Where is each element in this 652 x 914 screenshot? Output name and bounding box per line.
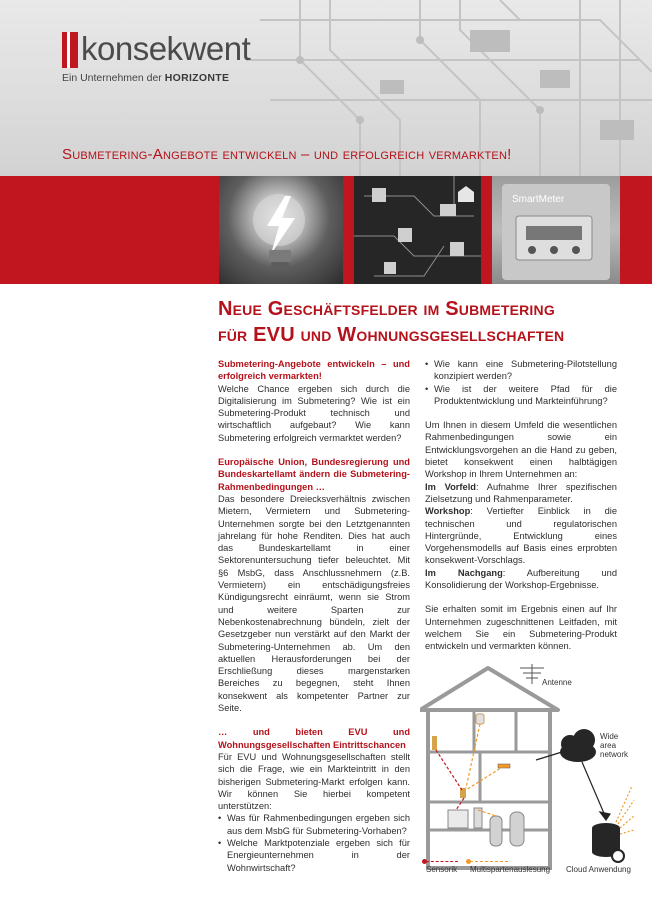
lightning-icon bbox=[219, 176, 343, 284]
smart-meter-label: SmartMeter bbox=[512, 194, 565, 205]
left-bullet-list bbox=[218, 812, 410, 873]
step-2-label: Workshop bbox=[425, 506, 471, 517]
logo-sub-brand: HORIZONTE bbox=[164, 72, 230, 84]
wan-label-line-1: Wide bbox=[600, 732, 619, 741]
legend-multi-line bbox=[470, 861, 508, 862]
smart-city-photo bbox=[354, 176, 481, 284]
section-intro-body: Welche Chance ergeben sich durch die Digitalisierung im Submetering? Wie ist ein Submetering-Produkt technisch und wirtschaftlich aufgebaut? Wie kann Submetering erfolgreich vermarktet werden? bbox=[218, 383, 410, 443]
step-3-text: : Aufbereitung und Konsolidierung der Workshop-Ergebnisse. bbox=[425, 567, 617, 591]
legend-sensorik-line bbox=[426, 861, 458, 862]
list-item: • Welche Marktpotenziale ergeben sich für Energieunternehmen in der Wohnwirtschaft? bbox=[218, 837, 410, 874]
legend-sensorik-label: Sensorik bbox=[426, 865, 458, 874]
smart-city-network-icon bbox=[354, 176, 481, 284]
workshop-section bbox=[425, 419, 617, 591]
section-opportunities bbox=[218, 726, 410, 812]
section-opportunities-body: Für EVU und Wohnungsgesellschaften stellt sich die Frage, wie ein Markteintritt in den bisherigen Submetering-Markt erfolgen kann. Wir können Sie hierbei kompetent unterstützen: bbox=[218, 751, 410, 812]
header-banner bbox=[0, 0, 652, 176]
headline-line-1: Neue Geschäftsfelder im Submetering bbox=[218, 298, 555, 320]
cloud-icon bbox=[560, 729, 596, 762]
main-headline bbox=[218, 296, 564, 348]
smart-meter-photo bbox=[492, 176, 620, 284]
submetering-diagram bbox=[420, 660, 635, 880]
house-network-illustration bbox=[420, 660, 635, 880]
logo-subline bbox=[62, 72, 229, 84]
list-item: • Wie kann eine Submetering-Pilotstellung konzipiert werden? bbox=[425, 358, 617, 383]
wan-label-line-3: network bbox=[600, 750, 629, 759]
right-column bbox=[425, 358, 617, 665]
headline-line-2: für EVU und Wohnungsgesellschaften bbox=[218, 324, 565, 346]
section-opportunities-title: … und bieten EVU und Wohnungsgesellschaften Eintrittschancen bbox=[218, 727, 410, 750]
step-1-text: : Aufnahme Ihrer spezifischen Zielsetzung und Rahmenparameter. bbox=[425, 481, 617, 504]
logo-mark-icon bbox=[62, 32, 78, 68]
step-3-label: Im Nachgang bbox=[425, 567, 503, 578]
section-regulation-title: Europäische Union, Bundesregierung und Bundeskartellamt ändern die Submetering-Rahmenbedingungen … bbox=[218, 457, 410, 492]
section-regulation-body: Das besondere Dreiecksverhältnis zwischen Mietern, Vermietern und Submetering-Unternehmen sorgte bei den Letztgenannten jahrelang für hohe Renditen. Dies hat auch das Bundeskartellamt in einer Sektorenuntersuchung tiefer beleuchtet. Mit §6 MsbG, dass Anschlussnehmern (z.B. Vermietern) ein entschädigungsfreies Kündigungsrecht einräumt, wenn sie Strom und weitere Sparten zur Nebenkostenabrechnung bündeln, zielt der Gesetzgeber nun verstärkt auf den Markt der Submetering-Unternehmen ab. Um den aktuellen Herausforderungen bei der Erschließung dieses margenstarken Bereiches zu begegnen, steht Ihnen konsekwent als kompetenter Partner zur Seite. bbox=[218, 493, 410, 714]
workshop-intro: Um Ihnen in diesem Umfeld die wesentlichen Rahmenbedingungen sowie ein Entwicklungsvorgehen an die Hand zu geben, bietet konsekwent einen halbtägigen Workshop in Ihrem Unternehmen an: bbox=[425, 420, 617, 480]
wan-label-line-2: area bbox=[600, 741, 617, 750]
house-outline bbox=[420, 668, 558, 868]
section-regulation bbox=[218, 456, 410, 714]
right-bullet-list bbox=[425, 358, 617, 407]
antenna-icon bbox=[520, 664, 544, 684]
smart-meter-device-icon bbox=[492, 176, 620, 284]
step-1-label: Im Vorfeld bbox=[425, 481, 476, 492]
database-icon bbox=[592, 823, 624, 862]
left-column bbox=[218, 358, 410, 874]
wan-label bbox=[600, 732, 628, 759]
tagline: Submetering-Angebote entwickeln – und erfolgreich vermarkten! bbox=[62, 146, 512, 163]
antenna-label: Antenne bbox=[542, 678, 572, 687]
section-intro-title: Submetering-Angebote entwickeln – und erfolgreich vermarkten! bbox=[218, 359, 410, 382]
section-intro bbox=[218, 358, 410, 444]
lightning-bulb-photo bbox=[219, 176, 343, 284]
legend-cloud-label: Cloud Anwendung bbox=[566, 865, 631, 874]
list-item: • Wie ist der weitere Pfad für die Produktentwicklung und Markteinführung? bbox=[425, 383, 617, 408]
logo-wordmark: konsekwent bbox=[81, 30, 251, 67]
legend-multi-label: Multispartenauslesung bbox=[470, 865, 551, 874]
list-item: • Was für Rahmenbedingungen ergeben sich aus dem MsbG für Submetering-Vorhaben? bbox=[218, 812, 410, 837]
result-paragraph: Sie erhalten somit im Ergebnis einen auf Ihr Unternehmen zugeschnittenen Leitfaden, mit welchem Sie ein Submetering-Produkt entwickeln und vermarkten können. bbox=[425, 604, 617, 652]
logo-sub-prefix: Ein Unternehmen der bbox=[62, 72, 162, 84]
step-2-text: : Vertiefter Einblick in die technischen und regulatorischen Hintergründe, Entwicklung eines Vorgehensmodells auf Basis eines erprobten konsekwent-Vorschlags. bbox=[425, 506, 617, 566]
